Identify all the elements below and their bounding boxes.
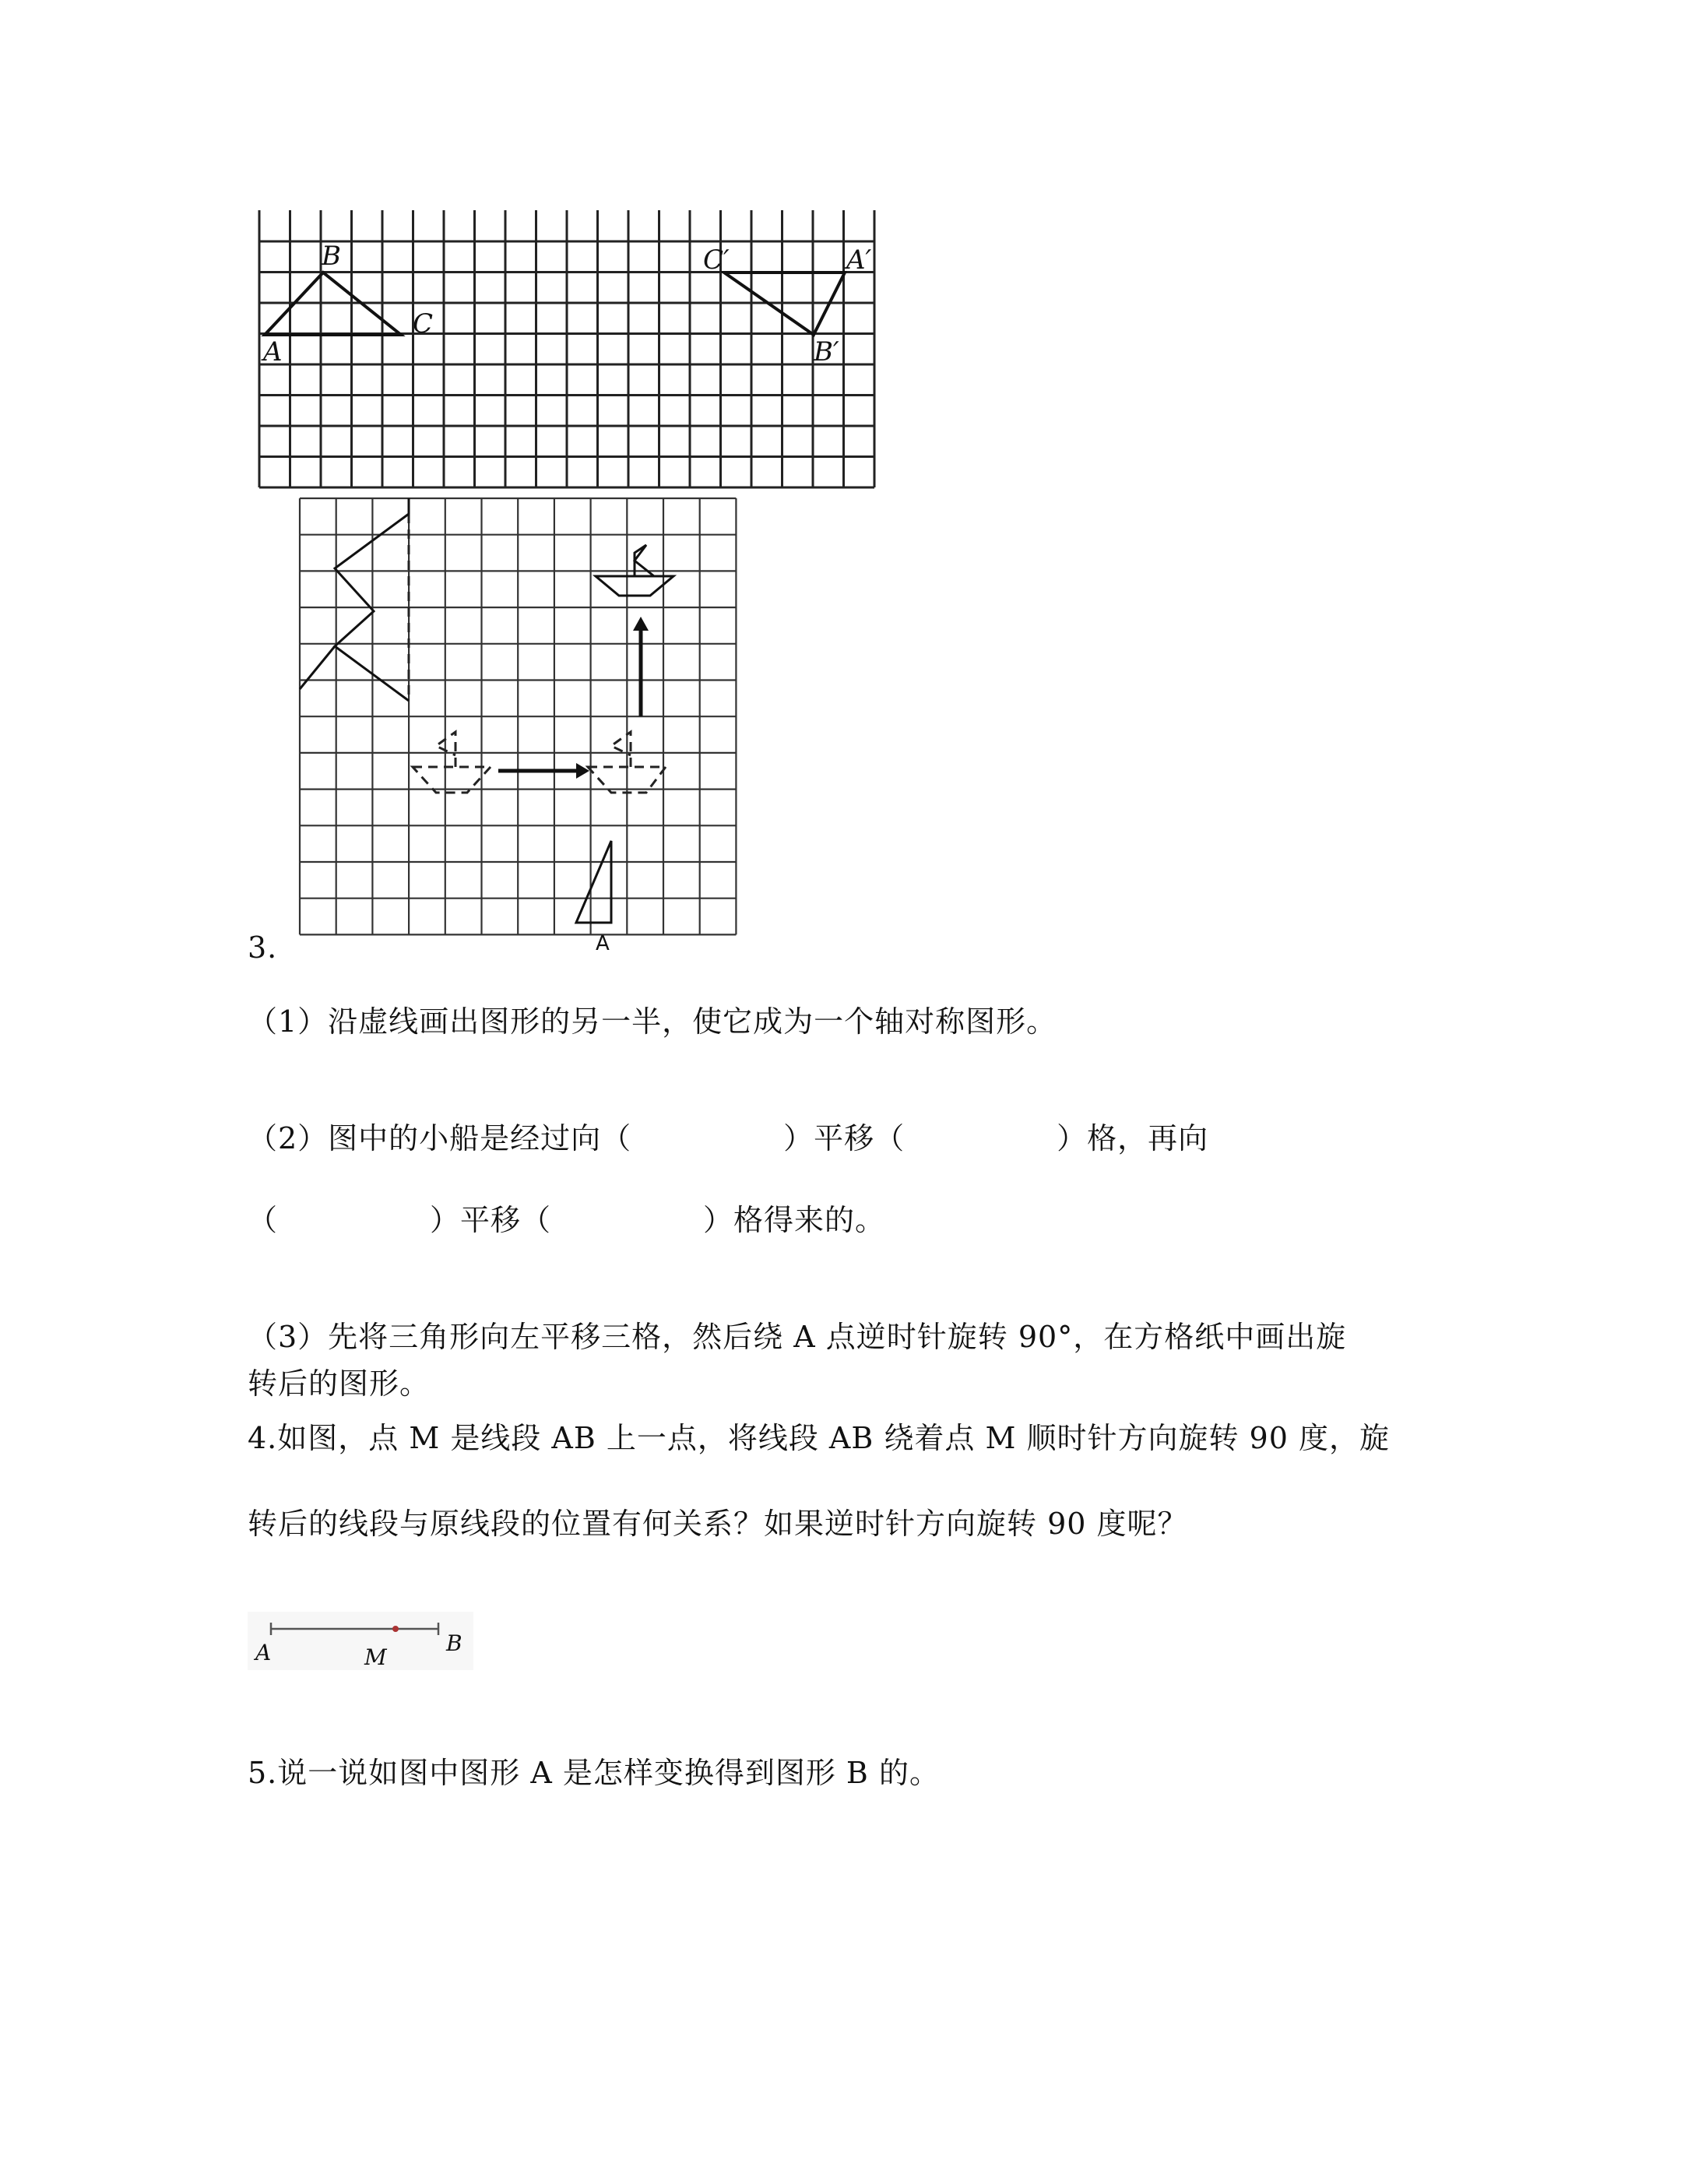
q3-sub2-line2: （ ）平移（ ）格得来的。 <box>248 1203 886 1237</box>
label-B: B <box>322 241 341 272</box>
label-A: A <box>263 336 283 368</box>
q3-sub2-line1: （2）图中的小船是经过向（ ）平移（ ）格，再向 <box>248 1121 1209 1155</box>
q3-sub3-line2: 转后的图形。 <box>248 1366 431 1401</box>
segment-label-M: M <box>364 1644 387 1670</box>
segment-label-B: B <box>446 1630 462 1656</box>
q3-sub1: （1）沿虚线画出图形的另一半，使它成为一个轴对称图形。 <box>248 1004 1057 1039</box>
label-A-prime: A′ <box>846 244 872 276</box>
label-A-small: A <box>596 932 610 955</box>
q3-number: 3. <box>248 930 278 965</box>
label-C: C <box>413 308 434 339</box>
segment-label-A: A <box>255 1640 272 1665</box>
label-B-prime: B′ <box>814 336 839 368</box>
q5-line1: 5.说一说如图中图形 A 是怎样变换得到图形 B 的。 <box>248 1756 940 1790</box>
figure-transform-grid <box>300 498 751 954</box>
q4-line2: 转后的线段与原线段的位置有何关系？如果逆时针方向旋转 90 度呢？ <box>248 1507 1188 1541</box>
q3-sub3-line1: （3）先将三角形向左平移三格，然后绕 A 点逆时针旋转 90°，在方格纸中画出旋 <box>248 1320 1347 1354</box>
figure-segment-AB <box>248 1612 481 1674</box>
figure-triangle-grid <box>253 206 888 409</box>
label-C-prime: C′ <box>703 244 730 276</box>
q4-line1: 4.如图，点 M 是线段 AB 上一点，将线段 AB 绕着点 M 顺时针方向旋转 90 度，旋 <box>248 1421 1390 1455</box>
